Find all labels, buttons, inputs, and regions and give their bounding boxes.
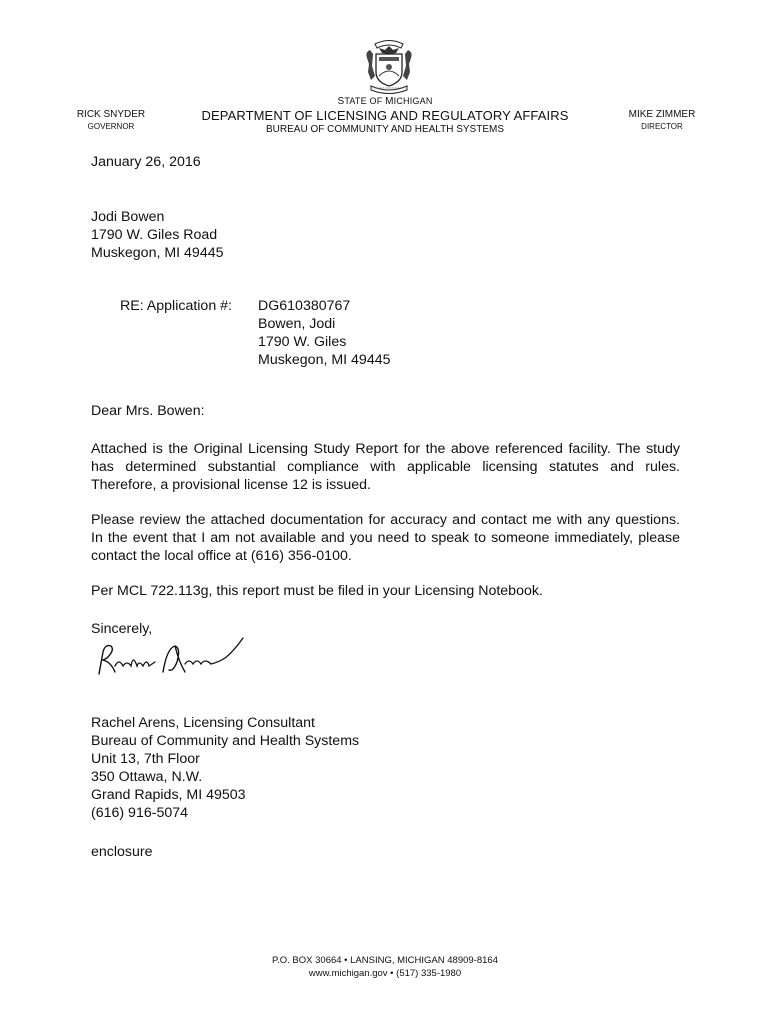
re-label: RE: Application #:: [120, 298, 232, 314]
director-name: MIKE ZIMMER: [628, 109, 696, 120]
governor-title: GOVERNOR: [87, 122, 135, 131]
enclosure-note: enclosure: [91, 844, 153, 860]
footer-address: P.O. BOX 30664 • LANSING, MICHIGAN 48909-8164: [272, 955, 498, 966]
michigan-state-seal-icon: [361, 36, 417, 96]
recipient-city: Muskegon, MI 49445: [91, 245, 224, 261]
recipient-name: Jodi Bowen: [91, 209, 165, 225]
applicant-name: Bowen, Jodi: [258, 316, 336, 332]
paragraph-2: Please review the attached documentation for accuracy and contact me with any questions. In the event that I am not available and you need to speak to someone immediately, please contact the local office at (616) 356-0100.: [91, 512, 680, 564]
recipient-street: 1790 W. Giles Road: [91, 227, 218, 243]
handwritten-signature: [93, 632, 253, 682]
closing: Sincerely,: [91, 621, 153, 637]
director-title: DIRECTOR: [641, 122, 683, 131]
signer-bureau: Bureau of Community and Health Systems: [91, 733, 360, 749]
facility-street: 1790 W. Giles: [258, 334, 347, 350]
recipient-address: [91, 208, 224, 262]
facility-city: Muskegon, MI 49445: [258, 352, 391, 368]
signer-block: [91, 714, 359, 822]
signer-city: Grand Rapids, MI 49503: [91, 787, 246, 803]
application-number: DG610380767: [258, 298, 351, 314]
paragraph-3: Per MCL 722.113g, this report must be filed in your Licensing Notebook.: [91, 583, 543, 599]
governor-name: RICK SNYDER: [76, 109, 146, 120]
signer-phone: (616) 916-5074: [91, 805, 189, 821]
re-details: [258, 297, 391, 369]
letter-date: January 26, 2016: [91, 154, 201, 170]
state-heading: STATE OF MICHIGAN: [337, 96, 433, 107]
signer-street: 350 Ottawa, N.W.: [91, 769, 203, 785]
signer-unit: Unit 13, 7th Floor: [91, 751, 200, 767]
signer-name-title: Rachel Arens, Licensing Consultant: [91, 715, 315, 731]
salutation: Dear Mrs. Bowen:: [91, 403, 205, 419]
department-name: DEPARTMENT OF LICENSING AND REGULATORY AFFAIRS: [201, 108, 569, 123]
footer-contact: www.michigan.gov • (517) 335-1980: [308, 968, 462, 979]
bureau-name: BUREAU OF COMMUNITY AND HEALTH SYSTEMS: [266, 124, 504, 135]
paragraph-1: Attached is the Original Licensing Study Report for the above referenced facility. The study has determined substantial compliance with applicable licensing statutes and rules. Therefore, a provisional license 12 is issued.: [91, 441, 680, 493]
